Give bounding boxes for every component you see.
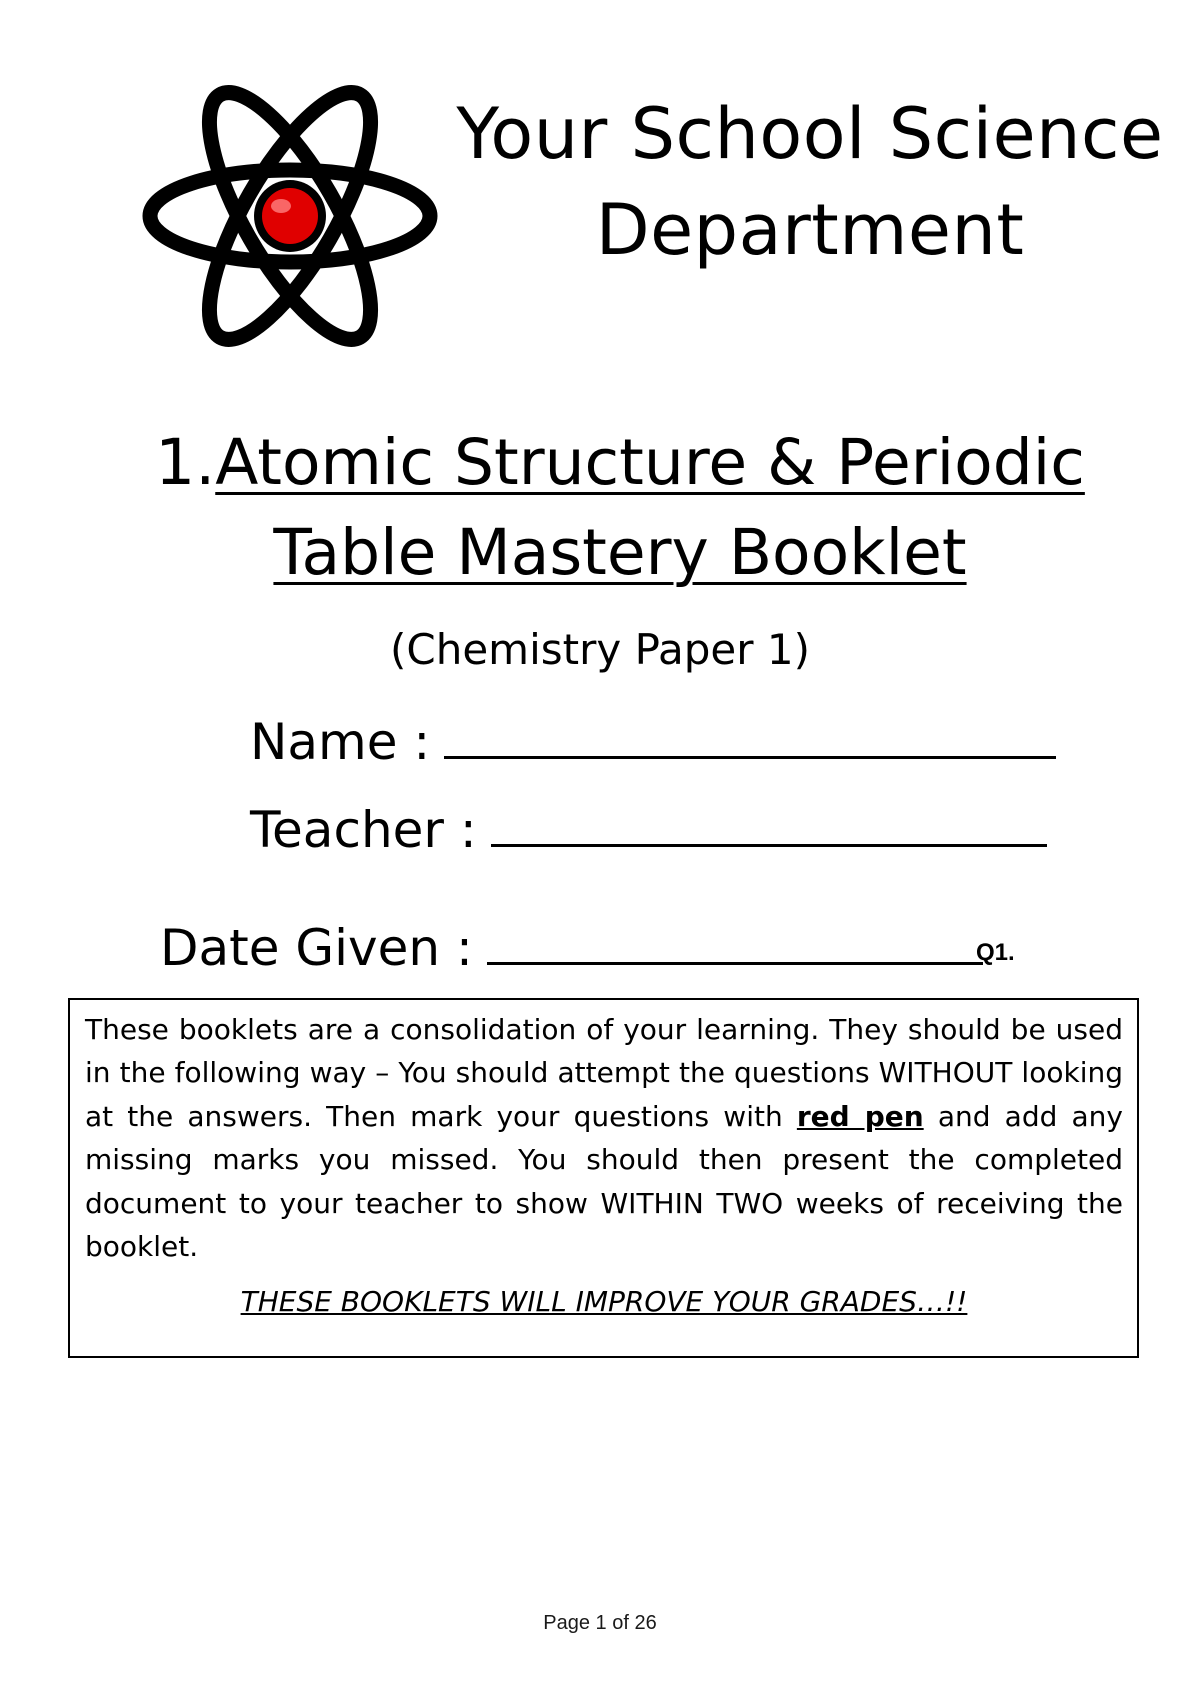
instructions-slogan: THESE BOOKLETS WILL IMPROVE YOUR GRADES…!! <box>240 1285 968 1319</box>
booklet-title <box>90 418 1150 598</box>
teacher-label: Teacher : <box>250 801 477 859</box>
booklet-subtitle: (Chemistry Paper 1) <box>390 625 810 674</box>
date-given-label: Date Given : <box>160 919 473 977</box>
nucleus <box>262 188 318 244</box>
teacher-blank-line[interactable] <box>491 796 1047 847</box>
instructions-text-part-1: These booklets are a consolidation of your learning. They should be used in the following way – You should attempt the questions WITHOUT looking at the answers. Then mark your questions with <box>85 1013 1123 1133</box>
department-line-2: Department <box>595 189 1025 271</box>
name-label: Name : <box>250 713 431 771</box>
booklet-title-line-1: Atomic Structure & Periodic <box>215 426 1085 499</box>
page-number: Page 1 of 26 <box>543 1612 657 1634</box>
name-field <box>250 708 1056 772</box>
instructions-emphasis: red pen <box>796 1099 924 1133</box>
instructions-text-part-2: and add any missing marks you missed. You should then present the completed document to your teacher to show WITHIN TWO weeks of receiving the booklet. <box>85 1099 1123 1264</box>
department-heading <box>440 86 1180 278</box>
instructions-box <box>68 998 1139 1358</box>
booklet-number: 1. <box>155 426 216 499</box>
instructions-text <box>85 1008 1123 1268</box>
date-given-blank-line[interactable] <box>487 914 983 965</box>
booklet-title-line-2: Table Mastery Booklet <box>273 516 967 589</box>
question-marker: Q1. <box>976 939 1015 966</box>
name-blank-line[interactable] <box>444 708 1056 759</box>
atom-icon <box>140 82 440 350</box>
date-given-field <box>160 914 983 978</box>
department-line-1: Your School Science <box>456 93 1164 175</box>
teacher-field <box>250 796 1047 860</box>
